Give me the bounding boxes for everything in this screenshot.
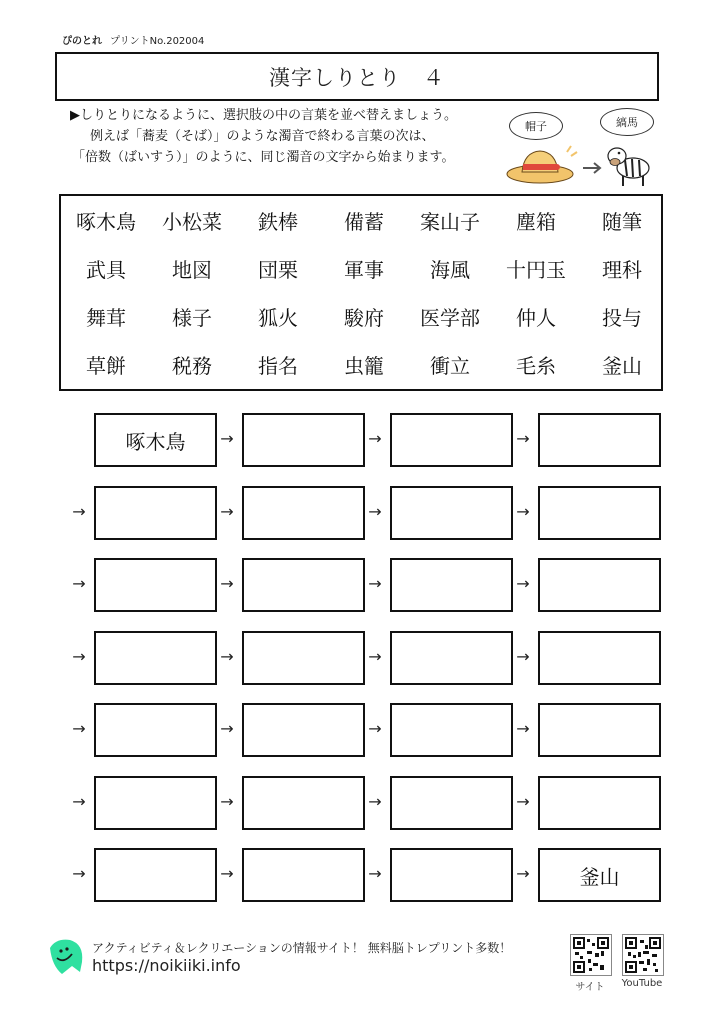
answer-box[interactable] [390, 848, 513, 902]
example-illustration [505, 108, 680, 188]
answer-box[interactable] [242, 703, 365, 757]
answer-box[interactable] [242, 631, 365, 685]
choice-word: 釜山 [602, 354, 642, 378]
arrow-right-icon: → [516, 574, 530, 593]
answer-box[interactable] [390, 776, 513, 830]
choice-word: 塵箱 [516, 210, 556, 234]
noikiiki-logo-icon [46, 936, 86, 976]
qr-code-icon [623, 935, 663, 975]
choice-word: 舞茸 [86, 306, 126, 330]
site-qr-code[interactable] [570, 934, 612, 976]
choice-word: 狐火 [258, 306, 298, 330]
answer-box[interactable]: 啄木鳥 [94, 413, 217, 467]
choice-word: 仲人 [516, 306, 556, 330]
answer-box[interactable]: 釜山 [538, 848, 661, 902]
choice-word: 指名 [258, 354, 298, 378]
choice-word: 海風 [430, 258, 470, 282]
arrow-right-icon: → [368, 792, 382, 811]
choices-box [59, 194, 663, 391]
choice-word: 地図 [172, 258, 212, 282]
arrow-right-icon: → [368, 647, 382, 666]
answer-box[interactable] [538, 631, 661, 685]
youtube-qr-code[interactable] [622, 934, 664, 976]
answer-box[interactable] [390, 413, 513, 467]
choice-word: 随筆 [602, 210, 642, 234]
arrow-right-icon: → [516, 429, 530, 448]
choice-word: 虫籠 [344, 354, 384, 378]
footer-url-link[interactable]: https://noikiiki.info [92, 956, 241, 975]
arrow-right-icon: → [72, 792, 86, 811]
hat-speech-bubble [509, 112, 563, 140]
answer-box[interactable] [390, 486, 513, 540]
arrow-right-icon: → [368, 502, 382, 521]
answer-box[interactable] [538, 558, 661, 612]
instruction-line-3: 「倍数（ばいすう）」のように、同じ濁音の文字から始まります。 [72, 150, 455, 165]
arrow-right-icon: → [72, 719, 86, 738]
answer-box[interactable] [94, 631, 217, 685]
arrow-right-icon: → [72, 502, 86, 521]
choice-word: 理科 [602, 258, 642, 282]
arrow-right-icon: → [220, 429, 234, 448]
arrow-right-icon: → [516, 502, 530, 521]
answer-box[interactable] [242, 776, 365, 830]
answer-box[interactable] [242, 848, 365, 902]
choice-word: 駿府 [344, 306, 384, 330]
answer-box[interactable] [538, 776, 661, 830]
choice-word: 医学部 [420, 306, 480, 330]
answer-box[interactable] [538, 413, 661, 467]
hat-to-zebra-icon [505, 138, 680, 188]
arrow-right-icon: → [368, 719, 382, 738]
choice-word: 様子 [172, 306, 212, 330]
brand-name: ぴのとれ [62, 36, 102, 47]
choice-word: 小松菜 [162, 210, 222, 234]
choice-word: 鉄棒 [258, 210, 298, 234]
print-number: プリントNo.202004 [110, 36, 205, 47]
answer-box[interactable] [242, 558, 365, 612]
arrow-right-icon: → [516, 864, 530, 883]
answer-box[interactable] [94, 558, 217, 612]
qr-code-icon [571, 935, 611, 975]
answer-box[interactable] [538, 486, 661, 540]
choice-word: 備蓄 [344, 210, 384, 234]
choice-word: 案山子 [420, 210, 480, 234]
arrow-right-icon: → [220, 792, 234, 811]
arrow-right-icon: → [516, 792, 530, 811]
zebra-label: 縞馬 [616, 116, 638, 129]
arrow-right-icon: → [220, 574, 234, 593]
youtube-qr-label: YouTube [621, 978, 663, 989]
answer-box[interactable] [94, 776, 217, 830]
choice-word: 武具 [86, 258, 126, 282]
page-title [55, 52, 659, 101]
arrow-right-icon: → [72, 864, 86, 883]
arrow-right-icon: → [368, 574, 382, 593]
page-title-text: 漢字しりとり ４ [269, 65, 445, 90]
answer-box[interactable] [390, 631, 513, 685]
arrow-right-icon: → [72, 574, 86, 593]
arrow-right-icon: → [220, 502, 234, 521]
arrow-right-icon: → [220, 864, 234, 883]
arrow-right-icon: → [368, 864, 382, 883]
brand-header [62, 32, 204, 47]
answer-box[interactable] [242, 486, 365, 540]
arrow-right-icon: → [368, 429, 382, 448]
answer-box[interactable] [94, 486, 217, 540]
hat-label: 帽子 [525, 120, 547, 133]
answer-box[interactable] [538, 703, 661, 757]
arrow-right-icon: → [516, 719, 530, 738]
choice-word: 啄木鳥 [76, 210, 136, 234]
arrow-right-icon: → [220, 647, 234, 666]
choice-word: 軍事 [344, 258, 384, 282]
answer-box[interactable] [390, 703, 513, 757]
site-qr-label: サイト [575, 982, 605, 993]
instructions [62, 105, 512, 168]
arrow-right-icon: → [220, 719, 234, 738]
answer-box[interactable] [94, 703, 217, 757]
choice-word: 草餅 [86, 354, 126, 378]
choice-word: 税務 [172, 354, 212, 378]
choice-word: 投与 [602, 306, 642, 330]
choice-word: 十円玉 [506, 258, 566, 282]
footer-tagline: アクティビティ＆レクリエーションの情報サイト！ 無料脳トレプリント多数！ [92, 941, 512, 955]
choice-word: 毛糸 [516, 354, 556, 378]
instruction-line-1: ▶しりとりになるように、選択肢の中の言葉を並べ替えましょう。 [70, 108, 457, 123]
choice-word: 団栗 [258, 258, 298, 282]
instruction-line-2: 例えば「蕎麦（そば）」のような濁音で終わる言葉の次は、 [90, 129, 435, 144]
answer-box[interactable] [94, 848, 217, 902]
choice-word: 衝立 [430, 354, 470, 378]
answer-box[interactable] [390, 558, 513, 612]
answer-box[interactable] [242, 413, 365, 467]
zebra-speech-bubble [600, 108, 654, 136]
arrow-right-icon: → [72, 647, 86, 666]
arrow-right-icon: → [516, 647, 530, 666]
